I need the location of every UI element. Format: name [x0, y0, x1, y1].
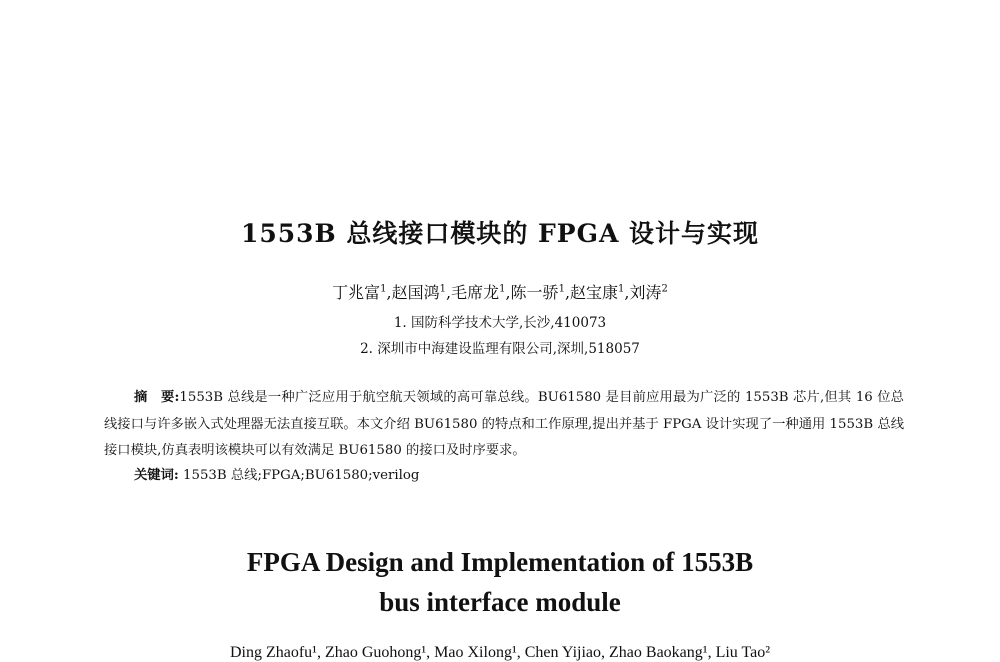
- author-list-cn: 丁兆富$^1$,赵国鸿$^1$,毛席龙$^1$,陈一骄$^1$,赵宝康$^1$,刘涛$^2$: [332, 283, 668, 302]
- affiliation-1: 1. 国防科学技术大学,长沙,410073: [393, 315, 607, 331]
- author-name: 陈一骄: [510, 283, 559, 302]
- author-name: 刘涛: [629, 283, 662, 302]
- author-affil-marker: 1: [439, 283, 446, 295]
- author-affil-marker: 1: [380, 283, 387, 295]
- author-affil-marker: 1: [618, 283, 625, 295]
- author-name: 赵宝康: [570, 283, 619, 302]
- affiliation-2: 2. 深圳市中海建设监理有限公司,深圳,518057: [360, 341, 640, 357]
- author-name: 丁兆富: [332, 283, 381, 302]
- keywords-label: 关键词:: [134, 468, 179, 483]
- author-affil-marker: 2: [661, 283, 668, 295]
- paper-title-en-line2: bus interface module: [379, 587, 621, 617]
- paper-title-cn: 1553B 总线接口模块的 FPGA 设计与实现: [240, 219, 760, 248]
- abstract-text: 1553B 总线是一种广泛应用于航空航天领域的高可靠总线。BU61580 是目前应用最为广泛的 1553B 芯片,但其 16 位总线接口与许多嵌入式处理器无法直接互联。本文介绍 BU61580 的特点和工作原理,提出并基于 FPGA 设计实现了一种通用 1553B 总线接口模块,仿真表明该模块可以有效满足 BU61580 的接口及时序要求。: [104, 390, 904, 458]
- author-affil-marker: 1: [558, 283, 565, 295]
- author-list-en: Ding Zhaofu¹, Zhao Guohong¹, Mao Xilong¹, Chen Yijiao, Zhao Baokang¹, Liu Tao²: [229, 644, 771, 661]
- abstract: [104, 385, 904, 465]
- author-affil-marker: 1: [499, 283, 506, 295]
- keywords: [134, 464, 419, 483]
- abstract-label: 摘 要:: [134, 390, 180, 405]
- keywords-text: 1553B 总线;FPGA;BU61580;verilog: [183, 468, 420, 483]
- author-name: 赵国鸿: [391, 283, 440, 302]
- author-name: 毛席龙: [451, 283, 500, 302]
- paper-title-en-line1: FPGA Design and Implementation of 1553B: [246, 547, 754, 577]
